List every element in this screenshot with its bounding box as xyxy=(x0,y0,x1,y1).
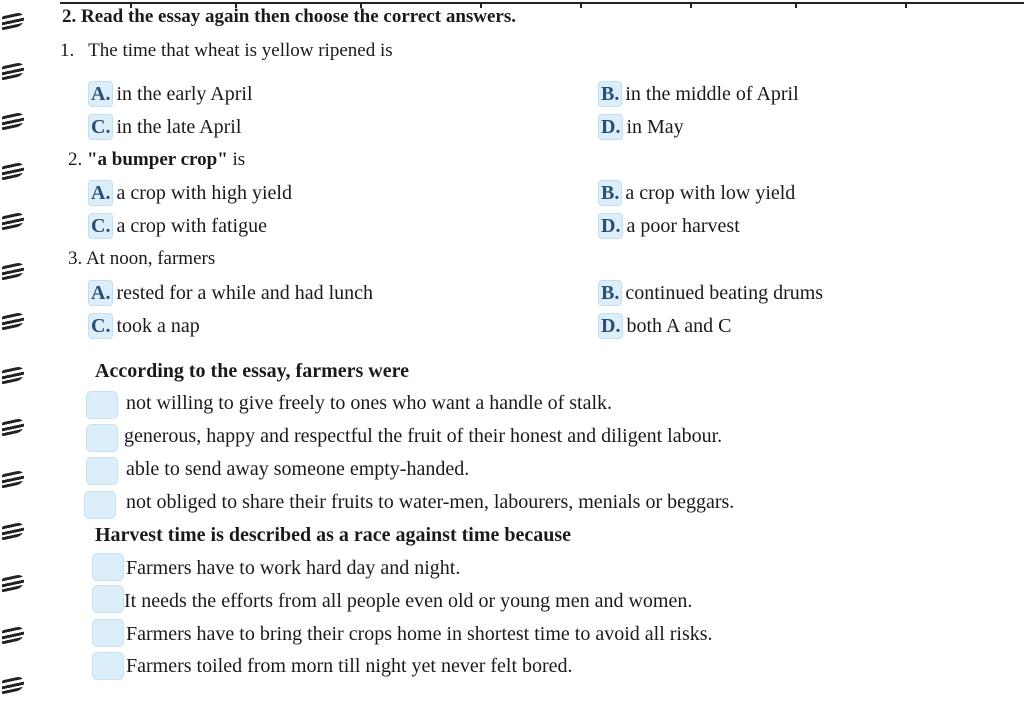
statement-text: not obliged to share their fruits to water-men, labourers, menials or beggars. xyxy=(126,491,735,513)
option-3a[interactable] xyxy=(88,280,373,306)
binding-coil-icon xyxy=(2,62,24,81)
option-letter[interactable]: A. xyxy=(88,280,113,306)
option-letter[interactable]: D. xyxy=(598,313,623,339)
binding-coil-icon xyxy=(2,312,24,331)
option-3b[interactable] xyxy=(598,280,823,306)
statement-text: It needs the efforts from all people even old or young men and women. xyxy=(124,590,693,612)
binding-coil-icon xyxy=(2,470,24,489)
option-text: in May xyxy=(626,116,684,138)
section-1-title: According to the essay, farmers were xyxy=(95,360,409,382)
option-letter[interactable]: D. xyxy=(598,114,623,140)
option-2d[interactable] xyxy=(598,213,740,239)
question-1 xyxy=(60,40,393,62)
statement-text: Farmers have to work hard day and night. xyxy=(126,557,461,579)
option-text: continued beating drums xyxy=(625,282,824,304)
binding-coil-icon xyxy=(2,676,24,695)
top-rule-line xyxy=(60,2,1024,4)
option-letter[interactable]: D. xyxy=(598,213,623,239)
question-3 xyxy=(68,248,215,270)
option-1a[interactable] xyxy=(88,81,253,107)
statement-text: not willing to give freely to ones who want a handle of stalk. xyxy=(126,392,613,414)
answer-checkbox[interactable] xyxy=(86,391,118,419)
question-2 xyxy=(68,149,245,171)
section-2-title: Harvest time is described as a race against time because xyxy=(95,524,572,546)
answer-checkbox[interactable] xyxy=(86,424,118,452)
option-text: took a nap xyxy=(116,315,200,337)
question-number: 3. xyxy=(68,248,83,269)
answer-checkbox[interactable] xyxy=(92,585,124,613)
answer-checkbox[interactable] xyxy=(92,619,124,647)
question-text: The time that wheat is yellow ripened is xyxy=(88,40,393,61)
question-number: 2. xyxy=(68,149,83,170)
statement-text: able to send away someone empty-handed. xyxy=(126,458,470,480)
binding-coil-icon xyxy=(2,162,24,181)
question-text: "a bumper crop" xyxy=(87,149,228,170)
option-text: a crop with fatigue xyxy=(116,215,267,237)
option-letter[interactable]: C. xyxy=(88,114,113,140)
option-letter[interactable]: C. xyxy=(88,313,113,339)
rule-tick xyxy=(795,2,797,8)
answer-checkbox[interactable] xyxy=(92,553,124,581)
question-number: 1. xyxy=(60,40,75,61)
binding-coil-icon xyxy=(2,366,24,385)
option-3d[interactable] xyxy=(598,313,731,339)
binding-coil-icon xyxy=(2,212,24,231)
answer-checkbox[interactable] xyxy=(92,652,124,680)
option-text: in the late April xyxy=(116,116,242,138)
binding-coil-icon xyxy=(2,522,24,541)
option-letter[interactable]: A. xyxy=(88,81,113,107)
option-1d[interactable] xyxy=(598,114,684,140)
rule-tick xyxy=(690,2,692,8)
binding-coil-icon xyxy=(2,626,24,645)
answer-checkbox[interactable] xyxy=(86,457,118,485)
binding-coil-icon xyxy=(2,574,24,593)
binding-coil-icon xyxy=(2,262,24,281)
option-letter[interactable]: B. xyxy=(598,81,622,107)
option-letter[interactable]: B. xyxy=(598,180,622,206)
rule-tick xyxy=(580,2,582,8)
option-letter[interactable]: C. xyxy=(88,213,113,239)
statement-text: Farmers toiled from morn till night yet never felt bored. xyxy=(126,655,573,677)
answer-checkbox[interactable] xyxy=(84,491,116,519)
option-text: both A and C xyxy=(626,315,732,337)
option-text: a poor harvest xyxy=(626,215,740,237)
option-text: rested for a while and had lunch xyxy=(116,282,374,304)
option-letter[interactable]: B. xyxy=(598,280,622,306)
option-3c[interactable] xyxy=(88,313,200,339)
option-text: a crop with high yield xyxy=(116,182,292,204)
option-2c[interactable] xyxy=(88,213,267,239)
rule-tick xyxy=(905,2,907,8)
option-text: in the early April xyxy=(116,83,253,105)
spiral-binding xyxy=(0,0,30,703)
option-1b[interactable] xyxy=(598,81,799,107)
option-2a[interactable] xyxy=(88,180,292,206)
option-text: in the middle of April xyxy=(625,83,799,105)
exercise-heading: 2. Read the essay again then choose the correct answers. xyxy=(62,6,517,27)
option-2b[interactable] xyxy=(598,180,795,206)
option-1c[interactable] xyxy=(88,114,241,140)
statement-text: Farmers have to bring their crops home in shortest time to avoid all risks. xyxy=(126,623,713,645)
option-text: a crop with low yield xyxy=(625,182,796,204)
binding-coil-icon xyxy=(2,418,24,437)
question-suffix: is xyxy=(232,149,246,170)
binding-coil-icon xyxy=(2,12,24,31)
statement-text: generous, happy and respectful the fruit of their honest and diligent labour. xyxy=(124,425,723,447)
option-letter[interactable]: A. xyxy=(88,180,113,206)
question-text: At noon, farmers xyxy=(85,248,216,269)
binding-coil-icon xyxy=(2,112,24,131)
